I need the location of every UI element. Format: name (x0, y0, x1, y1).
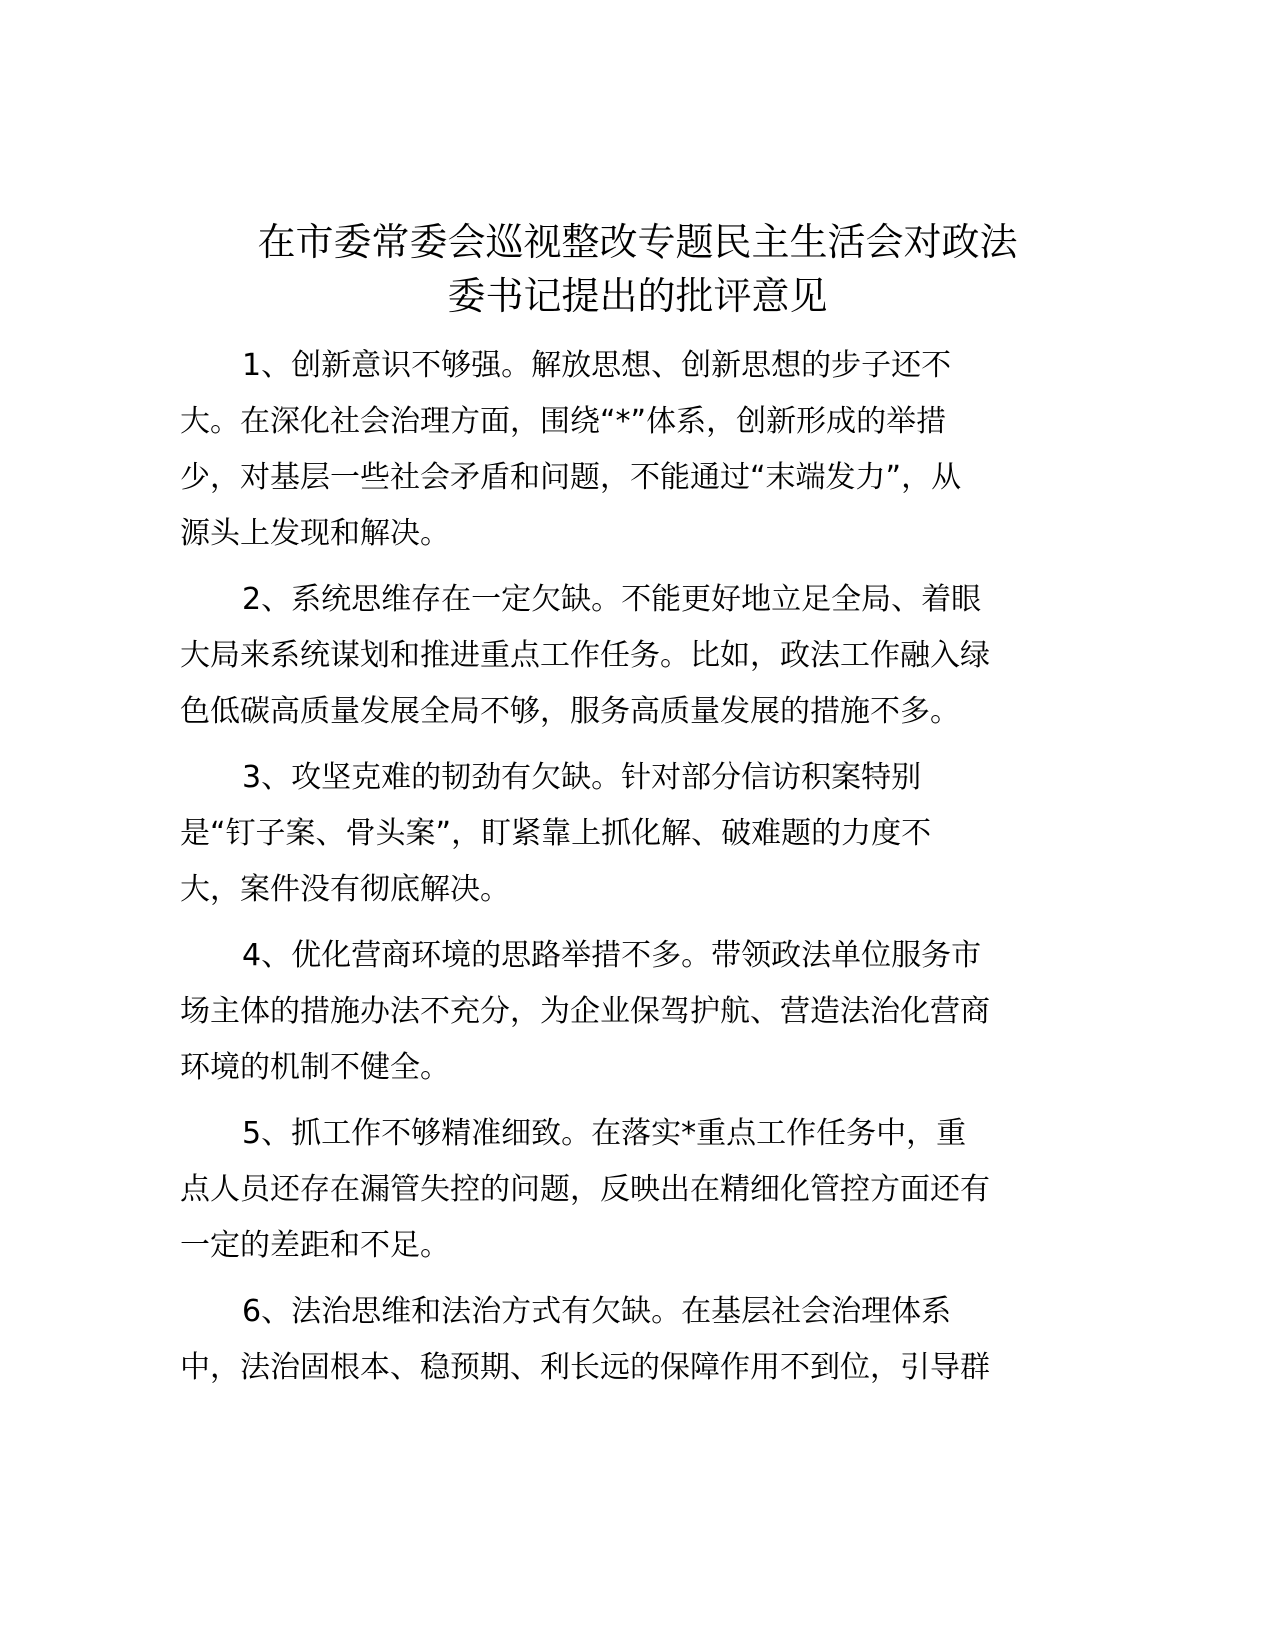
paragraph-line: 一定的差距和不足。 (180, 1228, 450, 1263)
paragraph-line: 大，案件没有彻底解决。 (180, 872, 510, 907)
paragraph-line: 大。在深化社会治理方面，围绕“*”体系，创新形成的举措 (180, 404, 947, 439)
paragraph-line: 色低碳高质量发展全局不够，服务高质量发展的措施不多。 (180, 694, 960, 729)
paragraph-line: 是“钉子案、骨头案”，盯紧靠上抓化解、破难题的力度不 (180, 816, 932, 851)
document-title-line-2: 委书记提出的批评意见 (447, 274, 828, 318)
paragraph-line: 3、攻坚克难的韧劲有欠缺。针对部分信访积案特别 (242, 760, 922, 795)
paragraph-line: 少，对基层一些社会矛盾和问题，不能通过“末端发力”，从 (180, 460, 962, 495)
paragraph-line: 大局来系统谋划和推进重点工作任务。比如，政法工作融入绿 (180, 638, 990, 673)
paragraph-line: 点人员还存在漏管失控的问题，反映出在精细化管控方面还有 (180, 1172, 990, 1207)
document-title-line-1: 在市委常委会巡视整改专题民主生活会对政法 (257, 220, 1018, 264)
paragraph-line: 2、系统思维存在一定欠缺。不能更好地立足全局、着眼 (242, 582, 982, 617)
paragraph-line: 4、优化营商环境的思路举措不多。带领政法单位服务市 (242, 938, 982, 973)
paragraph-line: 中，法治固根本、稳预期、利长远的保障作用不到位，引导群 (180, 1350, 990, 1385)
paragraph-line: 1、创新意识不够强。解放思想、创新思想的步子还不 (242, 348, 952, 383)
paragraph-line: 场主体的措施办法不充分，为企业保驾护航、营造法治化营商 (180, 994, 990, 1029)
paragraph-line: 环境的机制不健全。 (180, 1050, 450, 1085)
paragraph-line: 源头上发现和解决。 (180, 516, 450, 551)
paragraph-line: 6、法治思维和法治方式有欠缺。在基层社会治理体系 (242, 1294, 952, 1329)
paragraph-line: 5、抓工作不够精准细致。在落实*重点工作任务中，重 (242, 1116, 967, 1151)
